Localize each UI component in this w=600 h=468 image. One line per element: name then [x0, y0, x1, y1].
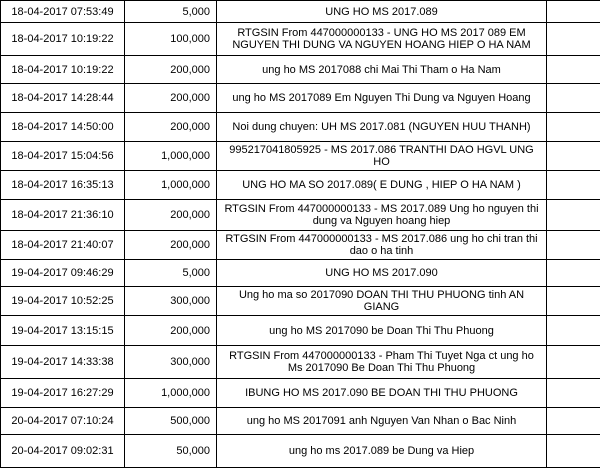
description-cell: UNG HO MS 2017.090 — [217, 260, 547, 287]
description-cell: ung ho MS 2017088 chi Mai Thi Tham o Ha Nam — [217, 56, 547, 84]
table-row — [1, 231, 600, 260]
datetime-cell: 20-04-2017 09:02:31 — [1, 435, 125, 468]
amount-cell: 50,000 — [125, 435, 217, 468]
table-row — [1, 316, 600, 346]
description-cell: Ung ho ma so 2017090 DOAN THI THU PHUONG tinh AN GIANG — [217, 287, 547, 316]
description-cell: ung ho MS 2017091 anh Nguyen Van Nhan o Bac Ninh — [217, 408, 547, 435]
table-row — [1, 171, 600, 200]
transactions-body — [1, 1, 600, 468]
datetime-cell: 19-04-2017 16:27:29 — [1, 379, 125, 408]
datetime-cell: 20-04-2017 07:10:24 — [1, 408, 125, 435]
datetime-cell: 18-04-2017 16:35:13 — [1, 171, 125, 200]
table-row — [1, 287, 600, 316]
empty-cell — [547, 379, 600, 408]
datetime-cell: 18-04-2017 14:50:00 — [1, 113, 125, 142]
datetime-cell: 19-04-2017 14:33:38 — [1, 346, 125, 379]
table-row — [1, 1, 600, 23]
description-cell: ung ho MS 2017090 be Doan Thi Thu Phuong — [217, 316, 547, 346]
datetime-cell: 18-04-2017 10:19:22 — [1, 56, 125, 84]
empty-cell — [547, 142, 600, 171]
table-row — [1, 379, 600, 408]
table-row — [1, 113, 600, 142]
datetime-cell: 19-04-2017 09:46:29 — [1, 260, 125, 287]
description-cell: IBUNG HO MS 2017.090 BE DOAN THI THU PHUONG — [217, 379, 547, 408]
amount-cell: 5,000 — [125, 1, 217, 23]
datetime-cell: 19-04-2017 13:15:15 — [1, 316, 125, 346]
table-row — [1, 142, 600, 171]
table-row — [1, 435, 600, 468]
description-cell: UNG HO MS 2017.089 — [217, 1, 547, 23]
table-row — [1, 200, 600, 231]
amount-cell: 1,000,000 — [125, 142, 217, 171]
datetime-cell: 18-04-2017 10:19:22 — [1, 23, 125, 56]
empty-cell — [547, 287, 600, 316]
datetime-cell: 18-04-2017 14:28:44 — [1, 84, 125, 113]
empty-cell — [547, 171, 600, 200]
amount-cell: 200,000 — [125, 316, 217, 346]
description-cell: RTGSIN From 447000000133 - UNG HO MS 2017 089 EM NGUYEN THI DUNG VA NGUYEN HOANG HIEP O HA NAM — [217, 23, 547, 56]
empty-cell — [547, 200, 600, 231]
table-row — [1, 56, 600, 84]
empty-cell — [547, 231, 600, 260]
datetime-cell: 18-04-2017 15:04:56 — [1, 142, 125, 171]
amount-cell: 200,000 — [125, 113, 217, 142]
empty-cell — [547, 260, 600, 287]
amount-cell: 300,000 — [125, 287, 217, 316]
table-row — [1, 346, 600, 379]
description-cell: Noi dung chuyen: UH MS 2017.081 (NGUYEN HUU THANH) — [217, 113, 547, 142]
empty-cell — [547, 346, 600, 379]
description-cell: RTGSIN From 447000000133 - MS 2017.089 Ung ho nguyen thi dung va Nguyen hoang hiep — [217, 200, 547, 231]
description-cell: RTGSIN From 447000000133 - MS 2017.086 ung ho chi tran thi dao o ha tinh — [217, 231, 547, 260]
empty-cell — [547, 316, 600, 346]
empty-cell — [547, 23, 600, 56]
datetime-cell: 18-04-2017 21:36:10 — [1, 200, 125, 231]
description-cell: RTGSIN From 447000000133 - Pham Thi Tuyet Nga ct ung ho Ms 2017090 Be Doan Thi Thu Phuong — [217, 346, 547, 379]
amount-cell: 200,000 — [125, 56, 217, 84]
empty-cell — [547, 435, 600, 468]
empty-cell — [547, 84, 600, 113]
amount-cell: 500,000 — [125, 408, 217, 435]
empty-cell — [547, 113, 600, 142]
amount-cell: 5,000 — [125, 260, 217, 287]
datetime-cell: 19-04-2017 10:52:25 — [1, 287, 125, 316]
amount-cell: 100,000 — [125, 23, 217, 56]
table-row — [1, 408, 600, 435]
table-row — [1, 260, 600, 287]
empty-cell — [547, 56, 600, 84]
datetime-cell: 18-04-2017 21:40:07 — [1, 231, 125, 260]
datetime-cell: 18-04-2017 07:53:49 — [1, 1, 125, 23]
empty-cell — [547, 408, 600, 435]
description-cell: ung ho MS 2017089 Em Nguyen Thi Dung va Nguyen Hoang — [217, 84, 547, 113]
amount-cell: 200,000 — [125, 84, 217, 113]
amount-cell: 300,000 — [125, 346, 217, 379]
empty-cell — [547, 1, 600, 23]
description-cell: UNG HO MA SO 2017.089( E DUNG , HIEP O HA NAM ) — [217, 171, 547, 200]
description-cell: 995217041805925 - MS 2017.086 TRANTHI DAO HGVL UNG HO — [217, 142, 547, 171]
table-row — [1, 84, 600, 113]
amount-cell: 200,000 — [125, 200, 217, 231]
description-cell: ung ho ms 2017.089 be Dung va Hiep — [217, 435, 547, 468]
amount-cell: 200,000 — [125, 231, 217, 260]
amount-cell: 1,000,000 — [125, 171, 217, 200]
table-row — [1, 23, 600, 56]
amount-cell: 1,000,000 — [125, 379, 217, 408]
